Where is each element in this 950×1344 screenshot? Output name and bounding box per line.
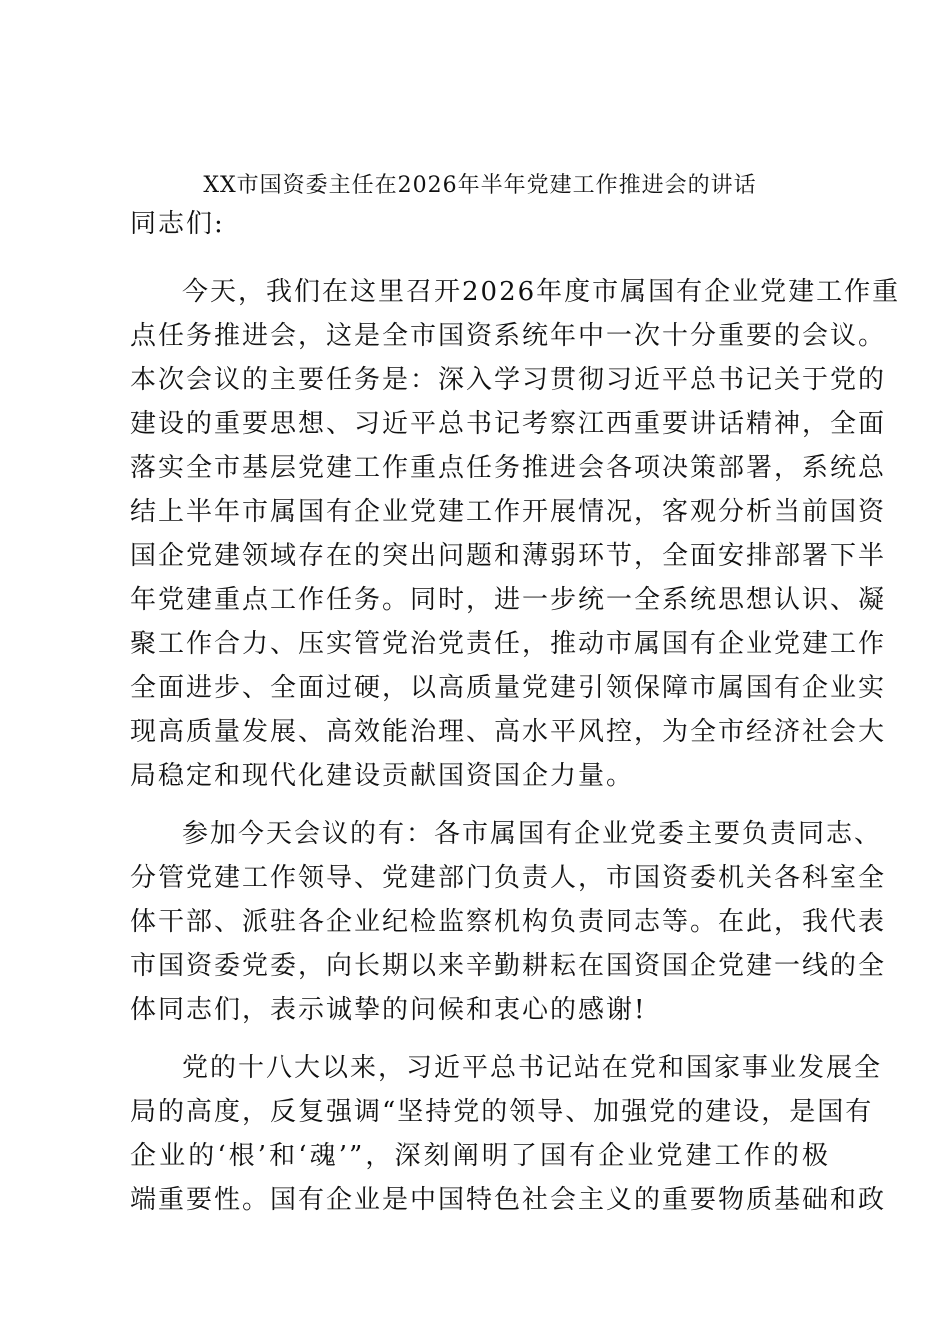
text-line: 市国资委党委，向长期以来辛勤耕耘在国资国企党建一线的全	[130, 951, 887, 981]
text-line: 体干部、派驻各企业纪检监察机构负责同志等。在此，我代表	[130, 907, 887, 937]
text-line: 端重要性。国有企业是中国特色社会主义的重要物质基础和政	[130, 1185, 887, 1215]
paragraph-1	[130, 270, 901, 798]
paragraph-2	[130, 812, 887, 1032]
text-line: 国企党建领域存在的突出问题和薄弱环节，全面安排部署下半	[130, 541, 887, 571]
text-line: 点任务推进会，这是全市国资系统年中一次十分重要的会议。	[130, 321, 887, 351]
text-line: 今天，我们在这里召开2026年度市属国有企业党建工作重	[182, 277, 901, 307]
text-line: 建设的重要思想、习近平总书记考察江西重要讲话精神，全面	[130, 409, 887, 439]
text-line: 全面进步、全面过硬，以高质量党建引领保障市属国有企业实	[130, 673, 887, 703]
text-line: 落实全市基层党建工作重点任务推进会各项决策部署，系统总	[130, 453, 887, 483]
text-line: 现高质量发展、高效能治理、高水平风控，为全市经济社会大	[130, 717, 887, 747]
text-line: 结上半年市属国有企业党建工作开展情况，客观分析当前国资	[130, 497, 887, 527]
text-line: 分管党建工作领导、党建部门负责人，市国资委机关各科室全	[130, 863, 887, 893]
text-line: 体同志们，表示诚挚的问候和衷心的感谢!	[130, 995, 647, 1025]
paragraph-3	[130, 1046, 887, 1222]
document-body	[130, 270, 901, 1236]
document-title: XX市国资委主任在2026年半年党建工作推进会的讲话	[203, 173, 757, 198]
text-line: 局的高度，反复强调“坚持党的领导、加强党的建设，是国有	[130, 1097, 874, 1127]
text-line: 企业的‘根’和‘魂’”，深刻阐明了国有企业党建工作的极	[130, 1141, 830, 1171]
text-line: 参加今天会议的有：各市属国有企业党委主要负责同志、	[182, 819, 883, 849]
text-line: 党的十八大以来，习近平总书记站在党和国家事业发展全	[182, 1053, 883, 1083]
text-line: 聚工作合力、压实管党治党责任，推动市属国有企业党建工作	[130, 629, 887, 659]
text-line: 年党建重点工作任务。同时，进一步统一全系统思想认识、凝	[130, 585, 887, 615]
text-line: 局稳定和现代化建设贡献国资国企力量。	[130, 761, 635, 791]
salutation: 同志们:	[130, 209, 225, 239]
text-line: 本次会议的主要任务是：深入学习贯彻习近平总书记关于党的	[130, 365, 887, 395]
